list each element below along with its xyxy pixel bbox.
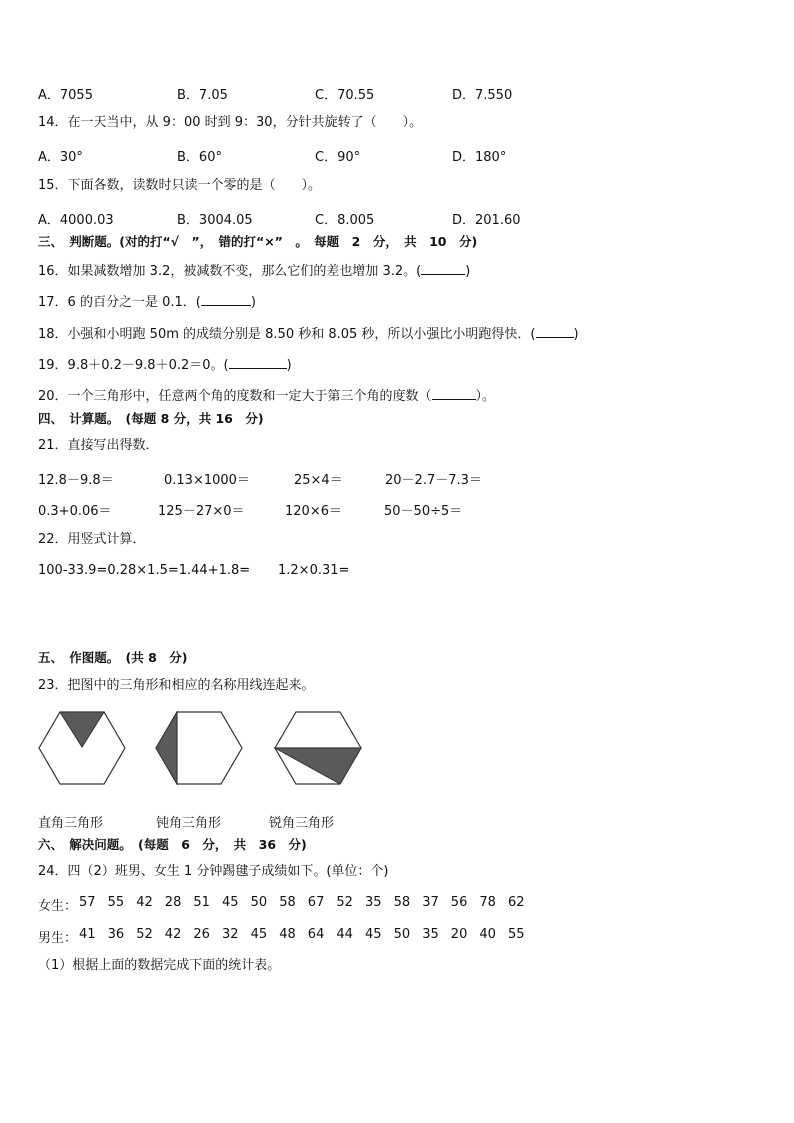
boys-score: 40 [479, 927, 496, 942]
boys-score: 45 [365, 927, 382, 942]
triangle-shaded [60, 712, 104, 747]
girls-score: 50 [250, 895, 268, 910]
q14-option-b: B．60° [177, 150, 222, 165]
girls-score: 57 [79, 895, 96, 910]
q15-option-a: A．4000.03 [38, 213, 114, 228]
girls-score: 56 [450, 895, 468, 910]
girls-score: 55 [107, 895, 125, 910]
q19-answer-blank[interactable] [229, 355, 287, 369]
q17 [38, 292, 256, 311]
girls-label: 女生： [38, 899, 78, 914]
q18-close: ) [573, 327, 579, 342]
boys-score: 44 [336, 927, 353, 942]
section-4-heading: 四、 计算题。 (每题 8 分，共 16 分) [38, 411, 264, 426]
girls-score: 35 [365, 895, 382, 910]
boys-score: 26 [193, 927, 210, 942]
boys-label: 男生： [38, 931, 78, 946]
girls-score: 42 [136, 895, 153, 910]
q16-close: ) [465, 264, 471, 279]
q13-option-b: B．7.05 [177, 88, 228, 103]
q23-text: 23．把图中的三角形和相应的名称用线连起来。 [38, 678, 315, 693]
q13-option-d: D．7.550 [452, 88, 513, 103]
girls-score: 62 [508, 895, 525, 910]
q18 [38, 324, 579, 343]
q13-option-c: C．70.55 [315, 88, 375, 103]
q20 [38, 386, 495, 405]
q22-expression-2: 1.2×0.31= [278, 563, 350, 578]
q19 [38, 355, 292, 374]
q24-sub1: （1）根据上面的数据完成下面的统计表。 [38, 958, 281, 973]
label-right-triangle: 直角三角形 [38, 816, 104, 831]
girls-score: 58 [279, 895, 296, 910]
section-5-heading: 五、 作图题。 (共 8 分) [38, 650, 188, 665]
girls-score: 28 [164, 895, 182, 910]
label-obtuse-triangle: 钝角三角形 [156, 816, 222, 831]
q19-close: ) [286, 358, 292, 373]
triangle-shaded [156, 712, 177, 784]
girls-score: 45 [222, 895, 239, 910]
q15-option-c: C．8.005 [315, 213, 375, 228]
boys-score: 52 [136, 927, 153, 942]
q18-text: 18．小强和小明跑 50m 的成绩分别是 8.50 秒和 8.05 秒，所以小强比小明跑得快．( [38, 327, 536, 342]
girls-score: 51 [193, 895, 210, 910]
q21-row1-item3: 25×4＝ [294, 473, 343, 488]
boys-score: 64 [307, 927, 325, 942]
q15-option-b: B．3004.05 [177, 213, 253, 228]
q17-answer-blank[interactable] [201, 292, 251, 306]
q17-close: ) [250, 295, 256, 310]
q20-close: ）。 [475, 389, 496, 404]
q22-text: 22．用竖式计算． [38, 532, 146, 547]
q20-text: 20．一个三角形中，任意两个角的度数和一定大于第三个角的度数（ [38, 389, 432, 404]
girls-score: 52 [336, 895, 353, 910]
q19-text: 19．9.8＋0.2－9.8＋0.2＝0。( [38, 358, 229, 373]
hexagon-right-triangle-figure [38, 711, 126, 785]
boys-score: 36 [107, 927, 125, 942]
section-3-heading: 三、 判断题。(对的打“√ ”， 错的打“×” 。 每题 2 分， 共 10 分) [38, 234, 478, 249]
boys-score: 35 [422, 927, 439, 942]
boys-score: 20 [450, 927, 468, 942]
q14-text: 14．在一天当中，从 9：00 时到 9：30，分针共旋转了（ ）。 [38, 115, 423, 130]
label-acute-triangle: 锐角三角形 [269, 816, 335, 831]
q15-text: 15．下面各数，读数时只读一个零的是（ ）。 [38, 178, 322, 193]
q21-row1-item2: 0.13×1000＝ [164, 473, 250, 488]
q16 [38, 261, 470, 280]
girls-score: 78 [479, 895, 496, 910]
boys-score: 32 [222, 927, 239, 942]
q17-text: 17．6 的百分之一是 0.1．( [38, 295, 201, 310]
q18-answer-blank[interactable] [536, 324, 574, 338]
hexagon-acute-triangle-figure [274, 711, 362, 785]
q14-option-c: C．90° [315, 150, 361, 165]
q21-row2-item1: 0.3+0.06＝ [38, 504, 112, 519]
boys-score: 41 [79, 927, 96, 942]
q16-text: 16．如果减数增加 3.2，被减数不变，那么它们的差也增加 3.2。( [38, 264, 422, 279]
boys-score: 48 [279, 927, 296, 942]
boys-score: 45 [250, 927, 268, 942]
boys-score: 55 [508, 927, 525, 942]
boys-score: 42 [164, 927, 182, 942]
triangle-shaded [275, 748, 361, 784]
girls-score: 37 [422, 895, 439, 910]
q16-answer-blank[interactable] [421, 261, 465, 275]
q20-answer-blank[interactable] [432, 386, 476, 400]
q14-option-a: A．30° [38, 150, 83, 165]
q15-option-d: D．201.60 [452, 213, 521, 228]
q21-row1-item4: 20－2.7－7.3＝ [385, 473, 482, 488]
q21-row2-item4: 50－50÷5＝ [384, 504, 463, 519]
q13-option-a: A．7055 [38, 88, 93, 103]
q24-text: 24．四（2）班男、女生 1 分钟踢毽子成绩如下。(单位：个) [38, 864, 389, 879]
hexagon-obtuse-triangle-figure [155, 711, 243, 785]
girls-score: 58 [393, 895, 411, 910]
girls-score: 67 [307, 895, 325, 910]
q14-option-d: D．180° [452, 150, 507, 165]
q22-expression-1: 100-33.9=0.28×1.5=1.44+1.8= [38, 563, 251, 578]
q21-row2-item2: 125－27×0＝ [158, 504, 245, 519]
q21-row2-item3: 120×6＝ [285, 504, 342, 519]
q21-row1-item1: 12.8－9.8＝ [38, 473, 114, 488]
section-6-heading: 六、 解决问题。 (每题 6 分， 共 36 分) [38, 837, 307, 852]
boys-score: 50 [393, 927, 411, 942]
q21-text: 21．直接写出得数． [38, 438, 159, 453]
